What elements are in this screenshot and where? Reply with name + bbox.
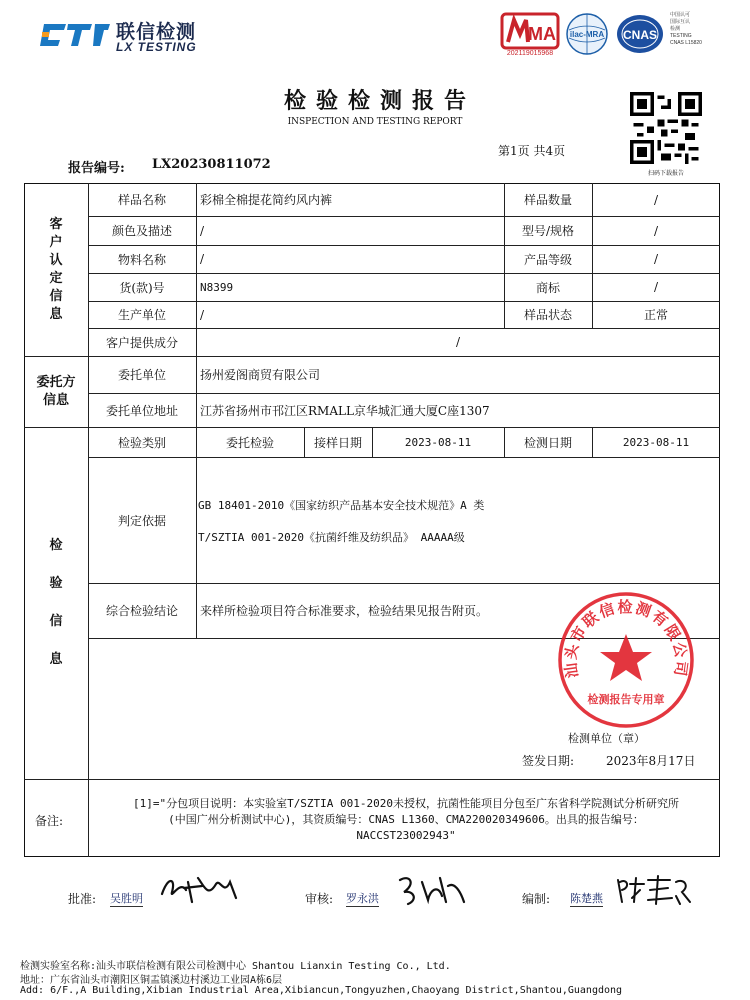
report-title-en: INSPECTION AND TESTING REPORT bbox=[287, 117, 463, 127]
entrust-address: 江苏省扬州市邗江区RMALL京华城汇通大厦C座1307 bbox=[200, 403, 490, 418]
sample-qty: / bbox=[653, 192, 659, 207]
logo-text-en: LX TESTING bbox=[116, 40, 197, 54]
official-seal-icon bbox=[556, 590, 696, 730]
report-number: LX20230811072 bbox=[152, 157, 271, 172]
color-label: 颜色及描述 bbox=[111, 224, 172, 238]
ilac-label: ilac-MRA bbox=[569, 30, 605, 39]
qr-code-icon[interactable] bbox=[630, 92, 702, 164]
qr-caption: 扫码下载报告 bbox=[647, 170, 684, 177]
ilac-mra-logo-icon bbox=[565, 12, 609, 56]
composition-label: 客户提供成分 bbox=[105, 335, 178, 350]
model-value: / bbox=[653, 223, 659, 238]
sample-name: 彩棉全棉提花简约风内裤 bbox=[200, 193, 333, 207]
seal-text: 汕头市联信检测有限公司 bbox=[561, 598, 691, 680]
cma-number: 202119015968 bbox=[506, 50, 554, 57]
basis-label: 判定依据 bbox=[117, 513, 166, 528]
footer-address-en: Add: 6/F.,A Building,Xibian Industrial Area,Xibiancun,Tongyuzhen,Chaoyang District,Shantou,Guangdong bbox=[20, 985, 623, 996]
test-date: 2023-08-11 bbox=[622, 435, 690, 449]
sample-name-label: 样品名称 bbox=[117, 193, 166, 207]
test-date-label: 检测日期 bbox=[523, 435, 572, 450]
grade-value: / bbox=[653, 252, 659, 266]
issue-date: 2023年8月17日 bbox=[606, 754, 696, 768]
prepare-label: 编制: bbox=[522, 892, 551, 906]
entrust-unit: 扬州爱阁商贸有限公司 bbox=[200, 368, 321, 382]
item-no-label: 货(款)号 bbox=[119, 280, 165, 295]
sample-state-label: 样品状态 bbox=[523, 308, 572, 322]
producer-value: / bbox=[200, 307, 205, 322]
footer-lab-name: 检测实验室名称:汕头市联信检测有限公司检测中心 Shantou Lianxin Testing Co., Ltd. bbox=[20, 961, 451, 972]
footer-address-cn: 地址：广东省汕头市潮阳区铜盂镇溪边村溪边工业园A栋6层 bbox=[20, 975, 283, 986]
entrust-section-title: 委托方 信息 bbox=[36, 374, 76, 408]
review-label: 审核: bbox=[305, 892, 334, 906]
page-info: 第1页 共4页 bbox=[498, 144, 566, 158]
composition-value: / bbox=[455, 335, 461, 349]
conclusion: 来样所检验项目符合标准要求，检验结果见报告附页。 bbox=[200, 604, 489, 618]
entrust-unit-label: 委托单位 bbox=[117, 368, 166, 382]
sign-unit: 检测单位（章） bbox=[568, 732, 645, 745]
issue-date-label: 签发日期: bbox=[522, 754, 575, 768]
model-label: 型号/规格 bbox=[521, 224, 575, 238]
grade-label: 产品等级 bbox=[523, 252, 572, 267]
sample-qty-label: 样品数量 bbox=[523, 193, 572, 207]
logo-text-cn: 联信检测 bbox=[116, 21, 197, 43]
cnas-label: CNAS bbox=[622, 28, 658, 42]
approve-name: 吴胜明 bbox=[110, 892, 143, 905]
prepare-name: 陈楚燕 bbox=[570, 892, 603, 905]
trademark-label: 商标 bbox=[535, 280, 560, 295]
inspection-section-title: 检验信息 bbox=[49, 538, 63, 667]
report-title: 检验检测报告 bbox=[283, 88, 476, 114]
cma-label: MA bbox=[528, 24, 556, 44]
entrust-address-label: 委托单位地址 bbox=[105, 403, 178, 418]
basis-standard-2: T/SZTIA 001-2020《抗菌纤维及纺织品》 AAAAA级 bbox=[198, 531, 465, 544]
review-signature-icon bbox=[394, 872, 468, 908]
conclusion-label: 综合检验结论 bbox=[105, 604, 178, 618]
color-value: / bbox=[200, 223, 205, 238]
basis-standard-1: GB 18401-2010《国家纺织产品基本安全技术规范》A 类 bbox=[198, 499, 485, 512]
item-no-value: N8399 bbox=[200, 280, 234, 294]
remarks-label: 备注: bbox=[35, 814, 64, 828]
sample-state-value: 正常 bbox=[643, 308, 668, 322]
client-section-title: 客户认定信息 bbox=[49, 216, 63, 322]
receive-date-label: 接样日期 bbox=[313, 435, 362, 450]
trademark-value: / bbox=[653, 280, 659, 294]
seal-subtext: 检测报告专用章 bbox=[587, 693, 665, 706]
material-value: / bbox=[200, 252, 205, 266]
test-type: 委托检验 bbox=[225, 435, 274, 450]
approve-label: 批准: bbox=[68, 892, 97, 906]
cnas-side-text: 中国认可 国际互认 检测 TESTING CNAS L15820 bbox=[670, 12, 702, 46]
producer-label: 生产单位 bbox=[117, 308, 166, 322]
cnas-logo-icon bbox=[615, 12, 665, 56]
report-number-label: 报告编号: bbox=[68, 161, 125, 176]
prepare-signature-icon bbox=[614, 872, 694, 908]
material-label: 物料名称 bbox=[117, 252, 166, 267]
remarks-text: [1]="分包项目说明：本实验室T/SZTIA 001-2020未授权，抗菌性能项目分包至广东省科学院测试分析研究所 (中国广州分析测试中心)，其资质编号：CNAS L1360、CMA220020349606。出具的报告编号： NACCST23002943" bbox=[132, 797, 680, 842]
review-name: 罗永洪 bbox=[346, 892, 379, 905]
lx-logo-icon bbox=[40, 18, 112, 52]
receive-date: 2023-08-11 bbox=[404, 435, 472, 449]
test-type-label: 检验类别 bbox=[117, 435, 166, 450]
approve-signature-icon bbox=[158, 872, 240, 906]
